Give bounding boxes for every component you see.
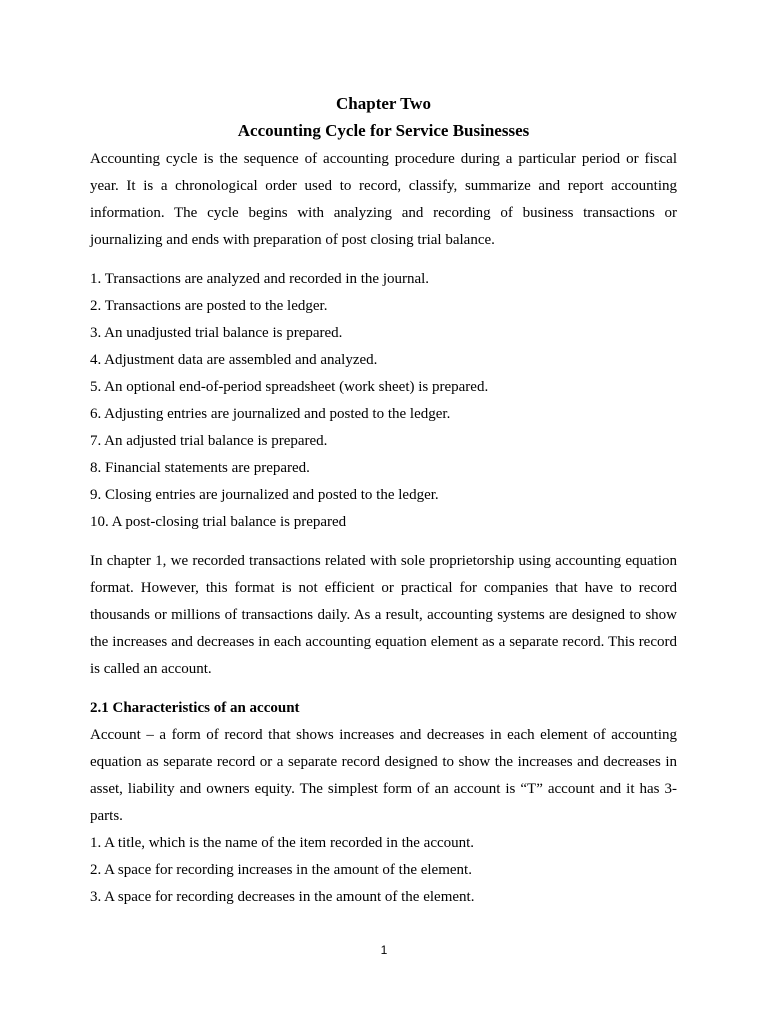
list-item: 3. An unadjusted trial balance is prepared. [90, 325, 343, 341]
list-item: 3. A space for recording decreases in the amount of the element. [90, 889, 475, 905]
document-page [90, 93, 677, 911]
chapter1-paragraph: In chapter 1, we recorded transactions related with sole proprietorship using accounting equation format. However, this format is not efficient or practical for companies that have to record thousands or millions of transactions daily. As a result, accounting systems are designed to show the increases and decreases in each accounting equation element as a separate record. This record is called an account. [90, 553, 677, 677]
list-item: 10. A post-closing trial balance is prepared [90, 514, 347, 530]
account-definition: Account – a form of record that shows increases and decreases in each element of accounting equation as separate record or a separate record designed to show the increases and decreases in asset, liability and owners equity. The simplest form of an account is “T” account and it has 3-parts. [90, 727, 677, 824]
list-item: 2. A space for recording increases in the amount of the element. [90, 862, 472, 878]
chapter-title: Chapter Two [336, 94, 431, 113]
list-item: 7. An adjusted trial balance is prepared. [90, 433, 328, 449]
list-item: 5. An optional end-of-period spreadsheet (work sheet) is prepared. [90, 379, 489, 395]
account-parts-list [90, 830, 677, 911]
list-item: 9. Closing entries are journalized and posted to the ledger. [90, 487, 439, 503]
chapter-subtitle: Accounting Cycle for Service Businesses [237, 121, 530, 140]
section-heading: 2.1 Characteristics of an account [90, 700, 300, 716]
accounting-cycle-steps [90, 266, 677, 536]
list-item: 1. A title, which is the name of the item recorded in the account. [90, 835, 475, 851]
list-item: 4. Adjustment data are assembled and analyzed. [90, 352, 378, 368]
list-item: 1. Transactions are analyzed and recorded in the journal. [90, 271, 430, 287]
list-item: 2. Transactions are posted to the ledger. [90, 298, 328, 314]
intro-paragraph: Accounting cycle is the sequence of accounting procedure during a particular period or fiscal year. It is a chronological order used to record, classify, summarize and report accounting information. The cycle begins with analyzing and recording of business transactions or journalizing and ends with preparation of post closing trial balance. [90, 151, 677, 248]
list-item: 8. Financial statements are prepared. [90, 460, 310, 476]
page-number: 1 [380, 943, 388, 957]
list-item: 6. Adjusting entries are journalized and posted to the ledger. [90, 406, 451, 422]
